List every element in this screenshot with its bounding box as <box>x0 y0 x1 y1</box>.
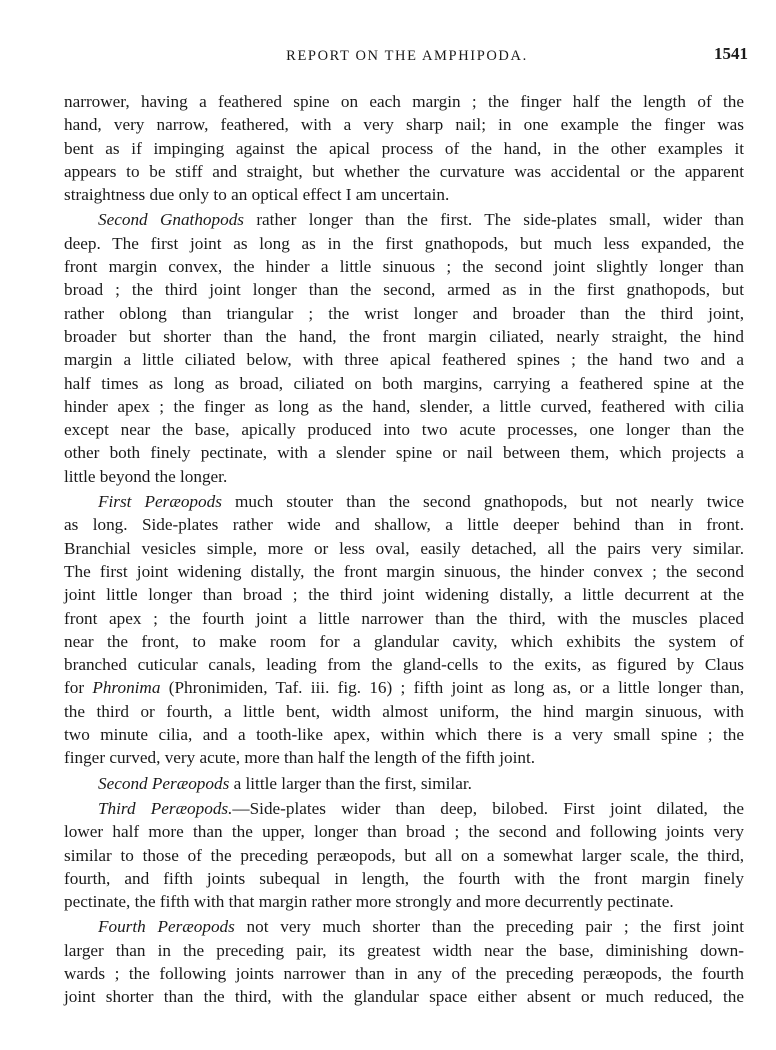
paragraph-second-peraeopods <box>64 772 744 795</box>
text-line: Fourth Peræopods not very much shorter than the preceding pair ; the first joint <box>98 917 744 937</box>
text-line: Branchial vesicles simple, more or less oval, easily detached, all the pairs very similar. <box>64 538 744 558</box>
section-heading: Second Gnathopods <box>98 210 244 230</box>
text-line: hinder apex ; the finger as long as the hand, slender, a little curved, feathered with cilia <box>64 396 744 416</box>
text-line: fourth, and fifth joints subequal in length, the fourth with the front margin finely <box>64 868 744 888</box>
running-header <box>66 44 748 72</box>
section-heading: Second Peræopods <box>98 773 230 793</box>
taxon-name: Phronima <box>92 678 161 698</box>
paragraph-third-peraeopods <box>64 797 744 913</box>
text-line: as long. Side-plates rather wide and shallow, a little deeper behind than in front. <box>64 515 744 535</box>
text-line: finger curved, very acute, more than half the length of the fifth joint. <box>64 748 536 768</box>
text-line: Third Peræopods.—Side-plates wider than deep, bilobed. First joint dilated, the <box>98 798 744 818</box>
text-line: straightness due only to an optical effect I am uncertain. <box>64 185 450 205</box>
paragraph-first-gnathopods-continued <box>64 90 744 206</box>
paragraph-first-peraeopods <box>64 490 744 770</box>
section-heading: Third Peræopods. <box>98 798 233 818</box>
text-line: two minute cilia, and a tooth-like apex, within which there is a very small spine ; the <box>64 725 744 745</box>
text-line: appears to be stiff and straight, but whether the curvature was accidental or the apparent <box>64 161 744 181</box>
text-line: the third or fourth, a little bent, width almost uniform, the hind margin sinuous, with <box>64 701 744 721</box>
paragraph-fourth-peraeopods <box>64 915 744 1008</box>
text-line: margin a little ciliated below, with three apical feathered spines ; the hand two and a <box>64 350 744 370</box>
text-line: larger than in the preceding pair, its greatest width near the base, diminishing down- <box>64 940 744 960</box>
text-line: deep. The first joint as long as in the first gnathopods, but much less expanded, the <box>64 233 744 253</box>
text-line: except near the base, apically produced into two acute processes, one longer than the <box>64 420 744 440</box>
text-line: broad ; the third joint longer than the second, armed as in the first gnathopods, but <box>64 280 744 300</box>
text-line: narrower, having a feathered spine on each margin ; the finger half the length of the <box>64 92 744 111</box>
text-line: little beyond the longer. <box>64 466 228 486</box>
text-line: rather oblong than triangular ; the wrist longer and broader than the third joint, <box>64 303 744 323</box>
text-line: Second Gnathopods rather longer than the first. The side-plates small, wider than <box>98 210 744 230</box>
text-line: near the front, to make room for a glandular cavity, which exhibits the system of <box>64 631 744 651</box>
text-line: joint shorter than the third, with the glandular space either absent or much reduced, the <box>64 987 744 1007</box>
text-line: pectinate, the fifth with that margin rather more strongly and more decurrently pectinate. <box>64 892 674 912</box>
text-line: First Peræopods much stouter than the second gnathopods, but not nearly twice <box>98 492 744 512</box>
text-line: wards ; the following joints narrower than in any of the preceding peræopods, the fourth <box>64 963 744 983</box>
text-line: other both finely pectinate, with a slender spine or nail between them, which projects a <box>64 443 744 463</box>
page-number: 1541 <box>714 44 748 63</box>
text-line: front apex ; the fourth joint a little narrower than the third, with the muscles placed <box>64 608 744 628</box>
text-line: similar to those of the preceding peræopods, but all on a somewhat larger scale, the third, <box>64 845 744 865</box>
text-line: hand, very narrow, feathered, with a very sharp nail; in one example the finger was <box>64 115 744 135</box>
running-title: REPORT ON THE AMPHIPODA. <box>286 48 528 64</box>
body-text <box>64 90 744 1009</box>
paragraph-second-gnathopods <box>64 208 744 488</box>
text-line: branched cuticular canals, leading from the gland-cells to the exits, as figured by Claus <box>64 655 744 675</box>
text-line: lower half more than the upper, longer than broad ; the second and following joints very <box>64 822 744 842</box>
text-line: joint little longer than broad ; the third joint widening distally, a little decurrent at the <box>64 585 744 605</box>
section-heading: First Peræopods <box>98 492 222 512</box>
text-line: The first joint widening distally, the front margin sinuous, the hinder convex ; the second <box>64 561 744 581</box>
text-line: Second Peræopods a little larger than the first, similar. <box>98 773 472 793</box>
text-line: bent as if impinging against the apical process of the hand, in the other examples it <box>64 138 744 158</box>
text-line: half times as long as broad, ciliated on both margins, carrying a feathered spine at the <box>64 373 744 393</box>
text-line: front margin convex, the hinder a little sinuous ; the second joint slightly longer than <box>64 257 744 277</box>
section-heading: Fourth Peræopods <box>98 917 235 937</box>
text-line: for Phronima (Phronimiden, Taf. iii. fig. 16) ; fifth joint as long as, or a little longer than, <box>64 678 744 698</box>
text-line: broader but shorter than the hand, the front margin ciliated, nearly straight, the hind <box>64 326 744 346</box>
